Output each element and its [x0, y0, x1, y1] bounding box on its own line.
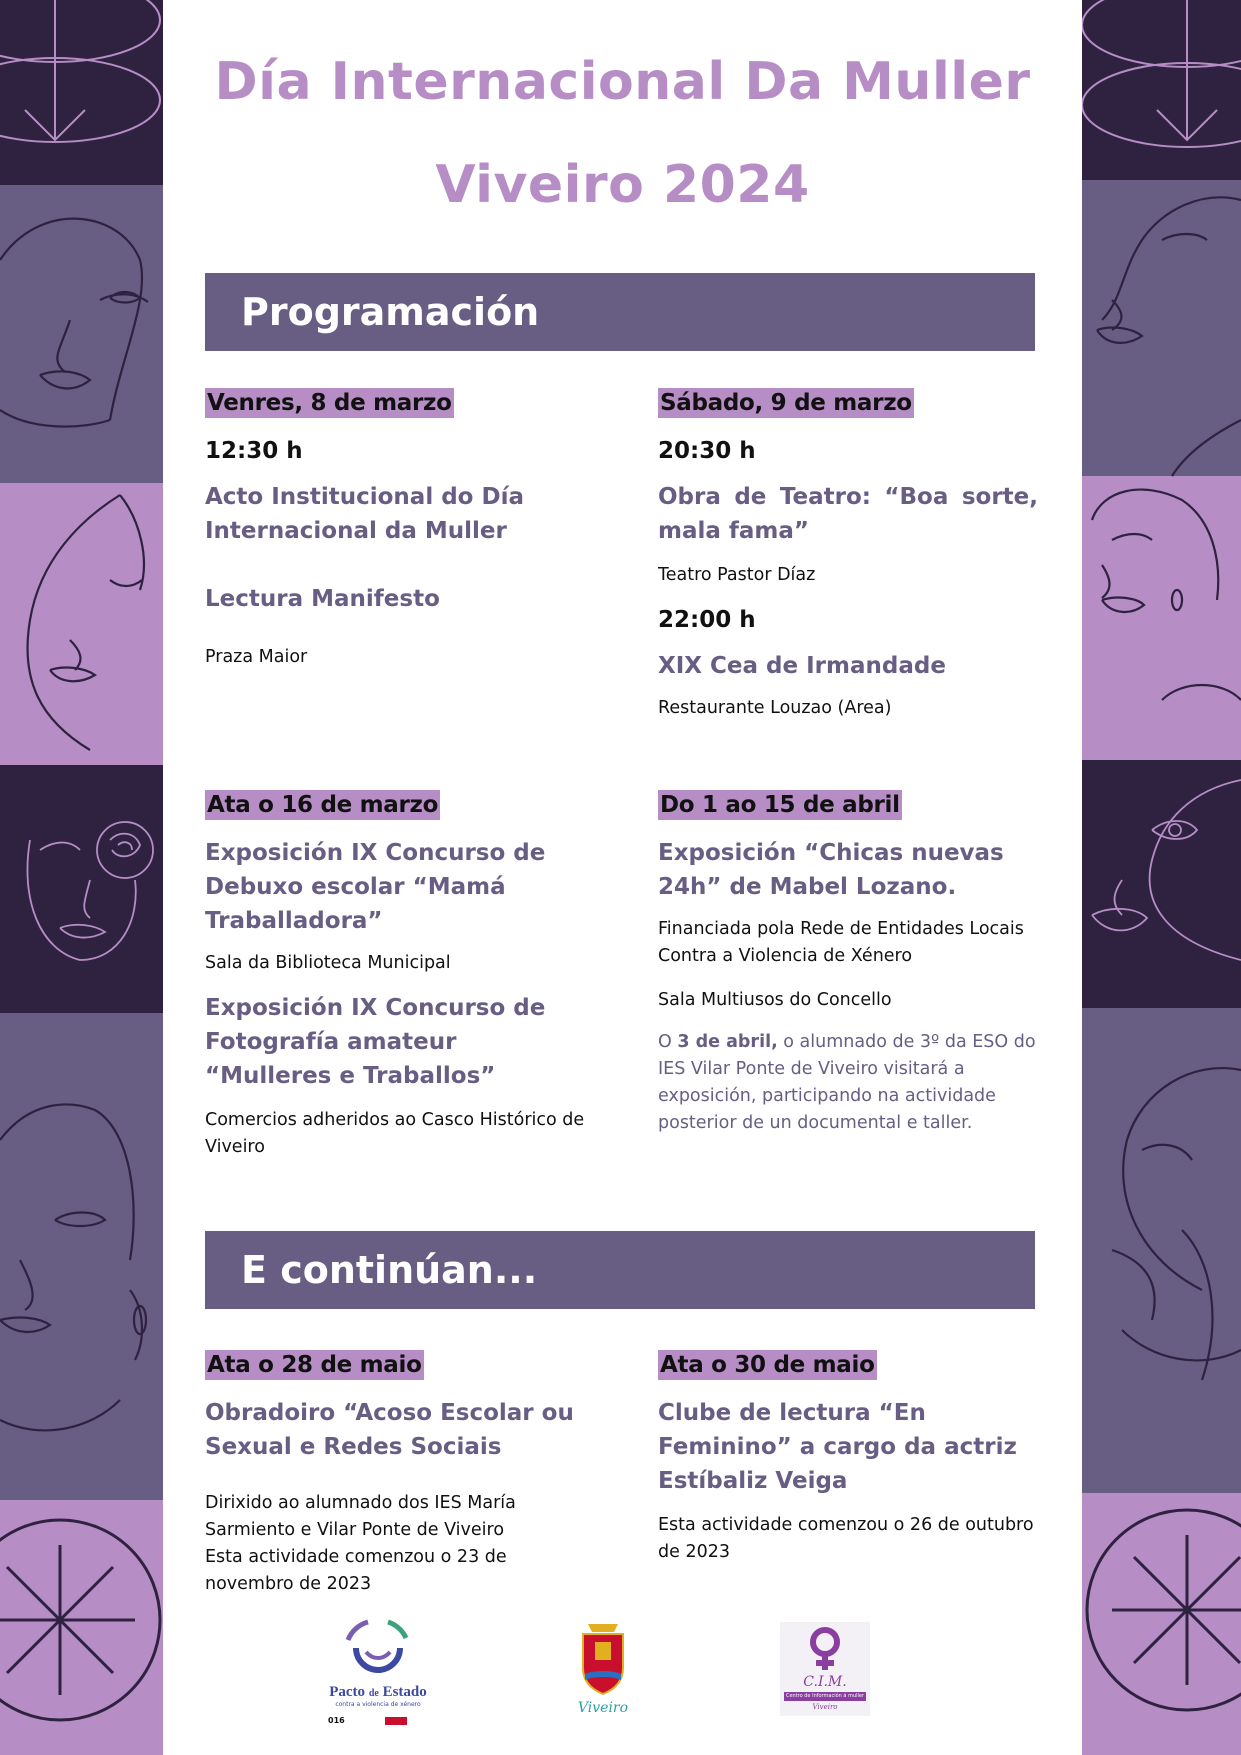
event-date: Do 1 ao 15 de abril: [660, 792, 900, 818]
event-funding: Financiada pola Rede de Entidades Locais Contra a Violencia de Xénero: [658, 919, 1024, 966]
sponsor-logos: [163, 1618, 1082, 1728]
event-note: [658, 1029, 1038, 1137]
pacto-016-number: 016: [328, 1716, 345, 1725]
section-continuan-banner: E continúan...: [205, 1231, 1035, 1309]
event-ata-16-marzo: [205, 790, 585, 1161]
event-9-marzo: [658, 388, 1038, 722]
event-time: 20:30 h: [658, 438, 756, 464]
section-programacion-banner: Programación: [205, 273, 1035, 351]
event-title: Clube de lectura “En Feminino” a cargo da actriz Estíbaliz Veiga: [658, 1400, 1017, 1494]
viveiro-crest-icon: [568, 1618, 638, 1698]
pacto-tagline: contra a violencia de xénero: [335, 1701, 421, 1708]
note-prefix: O: [658, 1032, 678, 1052]
cim-town: Viveiro: [812, 1703, 838, 1711]
female-symbol-icon: [780, 1622, 870, 1670]
event-place-2: Restaurante Louzao (Area): [658, 698, 892, 718]
event-abril: [658, 790, 1038, 1137]
event-title: Obra de Teatro: “Boa sorte, mala fama”: [658, 484, 1038, 544]
right-strip-art: [1082, 0, 1241, 1755]
cim-letters: C.I.M.: [803, 1674, 847, 1690]
cim-band: Centro de Información á muller: [785, 1693, 865, 1699]
pacto-de-estado-logo: [318, 1618, 438, 1728]
left-strip-art: [0, 0, 163, 1755]
right-decorative-strip: [1082, 0, 1241, 1755]
cim-viveiro-logo: [780, 1622, 870, 1716]
event-title: Acto Institucional do Día Internacional da Muller: [205, 484, 524, 544]
pacto-name: [318, 1684, 438, 1701]
pacto-emblem-icon: [318, 1618, 438, 1678]
event-subtitle: Lectura Manifesto: [205, 586, 440, 612]
event-start-note: Esta actividade comenzou o 23 de novembro de 2023: [205, 1547, 507, 1594]
event-date: Ata o 16 de marzo: [207, 792, 439, 818]
pacto-word-1: Pacto: [329, 1684, 366, 1700]
event-audience: Dirixido ao alumnado dos IES María Sarmiento e Vilar Ponte de Viveiro: [205, 1493, 516, 1540]
note-bold-date: 3 de abril,: [677, 1032, 778, 1052]
event-date: Venres, 8 de marzo: [207, 390, 452, 416]
event-place: Teatro Pastor Díaz: [658, 565, 816, 585]
event-place: Praza Maior: [205, 647, 308, 667]
event-time: 12:30 h: [205, 438, 303, 464]
event-title-2: Exposición IX Concurso de Fotografía amateur “Mulleres e Traballos”: [205, 995, 546, 1089]
pacto-016: [328, 1716, 438, 1725]
event-title: Obradoiro “Acoso Escolar ou Sexual e Redes Sociais: [205, 1400, 574, 1460]
event-start-note: Esta actividade comenzou o 26 de outubro de 2023: [658, 1515, 1034, 1562]
event-time-2: 22:00 h: [658, 607, 756, 633]
event-ata-30-maio: [658, 1350, 1038, 1566]
event-title-2: XIX Cea de Irmandade: [658, 653, 946, 679]
event-title: Exposición “Chicas nuevas 24h” de Mabel Lozano.: [658, 840, 1004, 900]
event-place: Sala da Biblioteca Municipal: [205, 953, 451, 973]
event-ata-28-maio: [205, 1350, 585, 1598]
event-place-2: Comercios adheridos ao Casco Histórico de Viveiro: [205, 1110, 585, 1157]
note-rest: o alumnado de 3º da ESO do IES Vilar Ponte de Viveiro visitará a exposición, participando na actividade posterior de un documental e taller.: [658, 1032, 1036, 1133]
viveiro-wordmark: Viveiro: [577, 1700, 629, 1716]
page-subtitle: Viveiro 2024: [435, 155, 810, 215]
pacto-word-2: Estado: [382, 1684, 427, 1700]
event-place: Sala Multiusos do Concello: [658, 990, 892, 1010]
left-decorative-strip: [0, 0, 163, 1755]
spain-flag-icon: [385, 1717, 407, 1725]
event-8-marzo: [205, 388, 585, 671]
event-date: Ata o 28 de maio: [207, 1352, 422, 1378]
event-date: Ata o 30 de maio: [660, 1352, 875, 1378]
event-date: Sábado, 9 de marzo: [660, 390, 912, 416]
viveiro-concello-logo: [568, 1618, 638, 1728]
pacto-word-de: de: [368, 1688, 379, 1699]
event-title: Exposición IX Concurso de Debuxo escolar “Mamá Traballadora”: [205, 840, 546, 934]
page-title: Día Internacional Da Muller: [214, 52, 1031, 112]
main-content: [163, 0, 1082, 1755]
